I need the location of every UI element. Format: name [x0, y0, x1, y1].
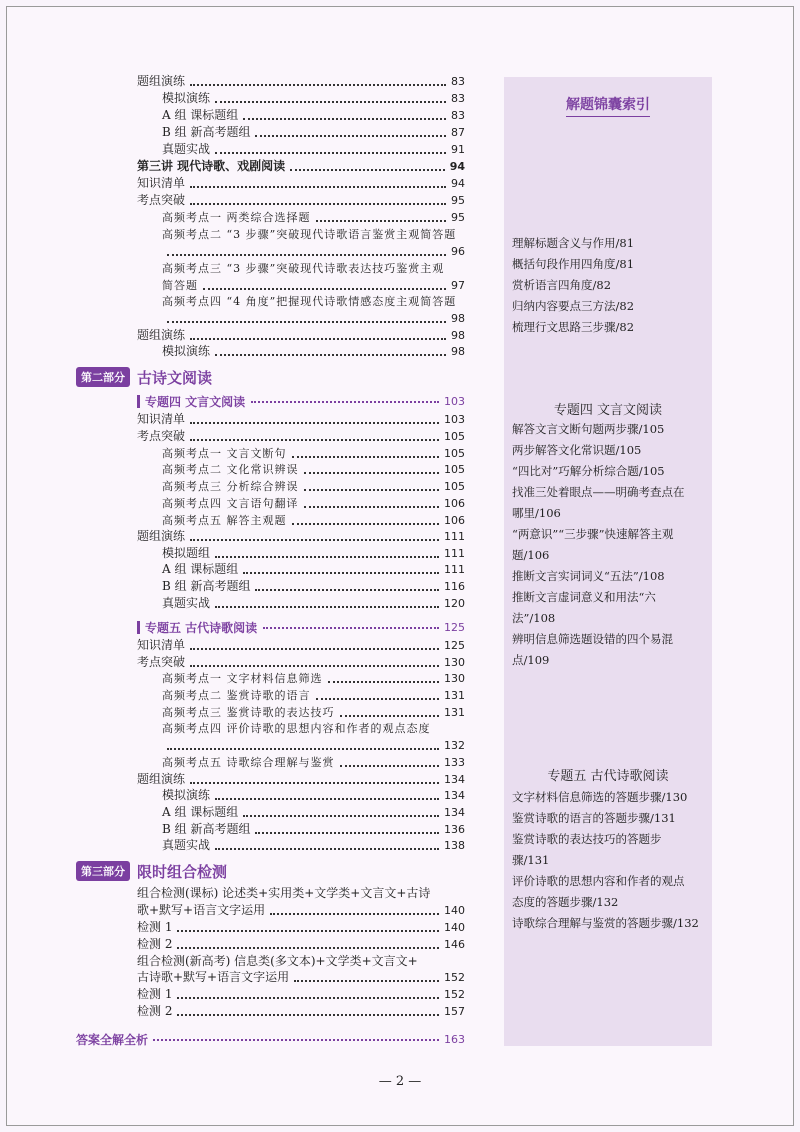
toc-entry-page: 111: [444, 547, 465, 560]
toc-entry[interactable]: [162, 141, 465, 158]
sidebar-item[interactable]: 文字材料信息筛选的答题步骤/130: [512, 790, 688, 804]
dot-leader: [304, 472, 440, 474]
toc-entry[interactable]: [162, 343, 465, 360]
toc-entry[interactable]: [137, 637, 465, 654]
toc-entry-title: 检测 1: [137, 920, 173, 934]
toc-entry[interactable]: [162, 124, 465, 141]
toc-entry[interactable]: [162, 754, 465, 771]
topic-page: 125: [444, 620, 465, 634]
toc-entry[interactable]: [162, 90, 465, 107]
dot-leader: [190, 439, 439, 441]
page-number: — 2 —: [378, 1074, 422, 1089]
toc-entry[interactable]: [162, 837, 465, 854]
dot-leader: [316, 698, 440, 700]
toc-entry-title: 知识清单: [137, 176, 186, 190]
toc-entry-title: 真题实战: [162, 838, 211, 852]
toc-entry[interactable]: [162, 804, 465, 821]
topic-title: 专题四 文言文阅读: [145, 394, 246, 409]
toc-entry-title: 高频考点一 文字材料信息筛选: [162, 672, 323, 685]
toc-entry[interactable]: [162, 704, 465, 721]
toc-entry-title: 组合检测(新高考) 信息类(多文本)+文学类+文言文+: [137, 954, 418, 968]
toc-entry-page: 91: [451, 143, 465, 156]
toc-entry-page: 106: [444, 514, 465, 527]
toc-entry-page: 152: [444, 971, 465, 984]
dot-leader: [190, 665, 439, 667]
dot-leader: [215, 848, 439, 850]
toc-entry-page: 105: [444, 480, 465, 493]
toc-entry[interactable]: [162, 293, 456, 310]
toc-entry[interactable]: [162, 578, 465, 595]
sidebar-item[interactable]: 态度的答题步骤/132: [512, 895, 619, 909]
toc-entry[interactable]: [162, 737, 465, 754]
toc-entry-title: 模拟演练: [162, 91, 211, 105]
toc-entry[interactable]: [137, 192, 465, 209]
part-badge: 第二部分: [76, 367, 130, 387]
dot-leader: [190, 782, 439, 784]
toc-entry-title: 考点突破: [137, 193, 186, 207]
toc-entry[interactable]: [137, 411, 465, 428]
dot-leader: [190, 203, 446, 205]
sidebar-item[interactable]: 点/109: [512, 653, 550, 667]
toc-entry[interactable]: [137, 1003, 465, 1020]
dot-leader: [304, 506, 440, 508]
toc-entry[interactable]: [162, 687, 465, 704]
toc-entry-page: 138: [444, 839, 465, 852]
toc-entry-title: 高频考点三 “3 步骤”突破现代诗歌表达技巧鉴赏主观: [162, 262, 445, 275]
toc-entry-page: 152: [444, 988, 465, 1001]
toc-entry[interactable]: [137, 902, 465, 919]
toc-entry[interactable]: [137, 986, 465, 1003]
toc-entry-page: 83: [451, 75, 465, 88]
dot-leader: [190, 422, 439, 424]
dot-leader: [251, 400, 439, 403]
sidebar-item[interactable]: 法”/108: [512, 611, 556, 625]
dot-leader: [177, 947, 439, 949]
toc-entry-title: 题组演练: [137, 328, 186, 342]
toc-entry[interactable]: [137, 654, 465, 671]
toc-entry-title: 知识清单: [137, 412, 186, 426]
toc-entry-title: 高频考点二 文化常识辨误: [162, 463, 299, 476]
toc-entry-title: 检测 2: [137, 937, 173, 951]
toc-entry-page: 96: [451, 245, 465, 258]
toc-entry-title: 模拟题组: [162, 546, 211, 560]
toc-entry-page: 105: [444, 447, 465, 460]
toc-entry-page: 131: [444, 706, 465, 719]
toc-entry-page: 105: [444, 463, 465, 476]
dot-leader: [190, 84, 446, 86]
toc-entry[interactable]: [162, 670, 465, 687]
sidebar-item[interactable]: 推断文言实词词义“五法”/108: [512, 569, 665, 583]
toc-entry[interactable]: [162, 209, 465, 226]
dot-leader: [255, 832, 439, 834]
sidebar-section-heading: 专题四 文言文阅读: [553, 403, 663, 418]
toc-entry[interactable]: [162, 595, 465, 612]
toc-entry-title: 检测 2: [137, 1004, 173, 1018]
toc-entry-page: 140: [444, 921, 465, 934]
dot-leader: [215, 556, 439, 558]
toc-entry[interactable]: [162, 226, 456, 243]
toc-entry-page: 95: [451, 211, 465, 224]
toc-entry-page: 111: [444, 563, 465, 576]
toc-entry-page: 83: [451, 92, 465, 105]
toc-entry-page: 133: [444, 756, 465, 769]
toc-entry[interactable]: [162, 260, 444, 277]
toc-entry[interactable]: [137, 919, 465, 936]
toc-entry-title: A 组 课标题组: [162, 562, 239, 576]
dot-leader: [316, 220, 447, 222]
dot-leader: [304, 489, 440, 491]
toc-entry[interactable]: [137, 327, 465, 344]
toc-entry[interactable]: [137, 953, 418, 970]
answers-entry[interactable]: [76, 1030, 465, 1048]
toc-entry[interactable]: [137, 771, 465, 788]
dot-leader: [292, 523, 440, 525]
sidebar-item[interactable]: 辨明信息筛选题设错的四个易混: [512, 632, 673, 646]
sidebar-item[interactable]: 概括句段作用四角度/81: [512, 257, 635, 271]
part-heading[interactable]: [76, 366, 212, 388]
dot-leader: [215, 798, 439, 800]
toc-entry[interactable]: [162, 243, 465, 260]
toc-entry[interactable]: [137, 175, 465, 192]
toc-entry-page: 130: [444, 656, 465, 669]
toc-entry-title: 高频考点三 分析综合辨误: [162, 480, 299, 493]
dot-leader: [215, 606, 439, 608]
topic-heading[interactable]: [137, 618, 465, 636]
dot-leader: [203, 288, 446, 290]
dot-leader: [167, 321, 446, 323]
sidebar-item[interactable]: 推断文言虚词意义和用法“六: [512, 590, 656, 604]
toc-entry[interactable]: [137, 969, 465, 986]
toc-entry[interactable]: [137, 936, 465, 953]
sidebar-item[interactable]: 两步解答文化常识题/105: [512, 443, 642, 457]
sidebar-item[interactable]: 归纳内容要点三方法/82: [512, 299, 635, 313]
toc-entry-page: 94: [451, 177, 465, 190]
toc-entry-page: 106: [444, 497, 465, 510]
sidebar-title-wrap: [504, 94, 712, 114]
sidebar-item[interactable]: 哪里/106: [512, 506, 561, 520]
toc-entry-title: 组合检测(课标) 论述类+实用类+文学类+文言文+古诗: [137, 886, 431, 900]
toc-entry-title: 歌+默写+语言文字运用: [137, 903, 266, 917]
dot-leader: [177, 930, 439, 932]
toc-entry-title: B 组 新高考题组: [162, 579, 251, 593]
toc-entry-page: 98: [451, 312, 465, 325]
answers-title: 答案全解全析: [76, 1032, 149, 1047]
dot-leader: [215, 152, 446, 154]
toc-entry[interactable]: [137, 73, 465, 90]
toc-entry[interactable]: [162, 461, 465, 478]
toc-entry-page: 120: [444, 597, 465, 610]
toc-entry[interactable]: [162, 107, 465, 124]
toc-entry-title: 高频考点二 鉴赏诗歌的语言: [162, 689, 311, 702]
part-title: 古诗文阅读: [137, 368, 213, 387]
sidebar-item[interactable]: 梳理行文思路三步骤/82: [512, 320, 635, 334]
toc-entry-page: 98: [451, 345, 465, 358]
sidebar-item[interactable]: 题/106: [512, 548, 550, 562]
toc-entry-page: 87: [451, 126, 465, 139]
toc-entry-page: 130: [444, 672, 465, 685]
toc-entry-title: 高频考点四 文言语句翻译: [162, 497, 299, 510]
toc-entry-title: 第三讲 现代诗歌、戏剧阅读: [137, 159, 286, 173]
toc-entry[interactable]: [162, 310, 465, 327]
toc-entry-page: 95: [451, 194, 465, 207]
toc-entry-title: A 组 课标题组: [162, 805, 239, 819]
part-heading[interactable]: [76, 860, 227, 882]
toc-entry[interactable]: [137, 428, 465, 445]
topic-marker: [137, 621, 140, 634]
dot-leader: [340, 715, 440, 717]
toc-entry-title: 题组演练: [137, 772, 186, 786]
part-badge: 第三部分: [76, 861, 130, 881]
sidebar-item[interactable]: 解答文言文断句题两步骤/105: [512, 422, 665, 436]
toc-entry-page: 134: [444, 789, 465, 802]
dot-leader: [255, 589, 439, 591]
toc-entry-title: 考点突破: [137, 655, 186, 669]
topic-title: 专题五 古代诗歌阅读: [145, 620, 258, 635]
toc-entry[interactable]: [137, 885, 430, 902]
dot-leader: [190, 648, 439, 650]
toc-entry-title: 检测 1: [137, 987, 173, 1001]
sidebar-item[interactable]: 找准三处着眼点——明确考查点在: [512, 485, 685, 499]
toc-entry-title: 高频考点二 “3 步骤”突破现代诗歌语言鉴赏主观简答题: [162, 228, 457, 241]
toc-entry[interactable]: [162, 561, 465, 578]
toc-entry-title: 高频考点三 鉴赏诗歌的表达技巧: [162, 706, 335, 719]
toc-entry-title: 简答题: [162, 279, 198, 292]
toc-entry-page: 105: [444, 430, 465, 443]
toc-entry-page: 111: [444, 530, 465, 543]
toc-entry-title: 题组演练: [137, 529, 186, 543]
dot-leader: [177, 1014, 439, 1016]
dot-leader: [243, 572, 439, 574]
toc-entry[interactable]: [162, 787, 465, 804]
toc-entry-title: 高频考点五 解答主观题: [162, 514, 287, 527]
sidebar-section-heading: 专题五 古代诗歌阅读: [547, 769, 669, 784]
toc-entry[interactable]: [162, 495, 465, 512]
toc-entry-page: 103: [444, 413, 465, 426]
toc-entry-title: 模拟演练: [162, 344, 211, 358]
sidebar-title: 解题锦囊索引: [566, 97, 650, 117]
dot-leader: [243, 815, 439, 817]
sidebar-item[interactable]: 鉴赏诗歌的表达技巧的答题步: [512, 832, 662, 846]
toc-entry-title: 高频考点四 评价诗歌的思想内容和作者的观点态度: [162, 722, 431, 735]
toc-entry-page: 146: [444, 938, 465, 951]
dot-leader: [294, 980, 439, 982]
toc-entry-page: 140: [444, 904, 465, 917]
toc-entry-page: 125: [444, 639, 465, 652]
answers-page: 163: [444, 1032, 465, 1046]
topic-marker: [137, 395, 140, 408]
toc-entry[interactable]: [137, 158, 465, 175]
dot-leader: [167, 254, 446, 256]
sidebar-item[interactable]: “四比对”巧解分析综合题/105: [512, 464, 665, 478]
toc-entry-title: 高频考点一 文言文断句: [162, 447, 287, 460]
toc-entry[interactable]: [162, 445, 465, 462]
dot-leader: [177, 997, 439, 999]
toc-entry-page: 136: [444, 823, 465, 836]
sidebar-item[interactable]: 赏析语言四角度/82: [512, 278, 612, 292]
tips-index-sidebar: [504, 77, 712, 1046]
toc-entry-title: A 组 课标题组: [162, 108, 239, 122]
toc-entry-page: 134: [444, 806, 465, 819]
sidebar-item[interactable]: 骤/131: [512, 853, 550, 867]
dot-leader: [215, 101, 446, 103]
dot-leader: [215, 354, 446, 356]
dot-leader: [153, 1038, 439, 1041]
toc-entry-page: 134: [444, 773, 465, 786]
part-title: 限时组合检测: [137, 862, 228, 881]
dot-leader: [255, 135, 446, 137]
toc-entry-title: 高频考点五 诗歌综合理解与鉴赏: [162, 756, 335, 769]
dot-leader: [190, 338, 446, 340]
dot-leader: [243, 118, 446, 120]
toc-entry-title: 真题实战: [162, 596, 211, 610]
toc-entry-page: 94: [449, 160, 465, 173]
dot-leader: [270, 913, 439, 915]
sidebar-item[interactable]: 诗歌综合理解与鉴赏的答题步骤/132: [512, 916, 699, 930]
toc-entry-page: 83: [451, 109, 465, 122]
toc-entry[interactable]: [162, 821, 465, 838]
toc-entry-title: 古诗歌+默写+语言文字运用: [137, 970, 290, 984]
toc-entry-title: 考点突破: [137, 429, 186, 443]
dot-leader: [263, 626, 439, 629]
toc-entry-title: 模拟演练: [162, 788, 211, 802]
toc-entry[interactable]: [162, 277, 465, 294]
sidebar-item[interactable]: 评价诗歌的思想内容和作者的观点: [512, 874, 685, 888]
toc-entry-title: B 组 新高考题组: [162, 125, 251, 139]
dot-leader: [328, 681, 440, 683]
toc-entry-page: 157: [444, 1005, 465, 1018]
toc-entry-title: 高频考点一 两类综合选择题: [162, 211, 311, 224]
toc-entry[interactable]: [162, 720, 431, 737]
dot-leader: [167, 748, 439, 750]
toc-entry[interactable]: [162, 478, 465, 495]
toc-entry[interactable]: [162, 512, 465, 529]
toc-entry[interactable]: [162, 545, 465, 562]
toc-entry-title: 高频考点四 “4 角度”把握现代诗歌情感态度主观简答题: [162, 295, 457, 308]
sidebar-item[interactable]: 鉴赏诗歌的语言的答题步骤/131: [512, 811, 676, 825]
toc-entry-page: 116: [444, 580, 465, 593]
topic-heading[interactable]: [137, 392, 465, 410]
toc-entry[interactable]: [137, 528, 465, 545]
toc-entry-page: 132: [444, 739, 465, 752]
toc-entry-page: 131: [444, 689, 465, 702]
sidebar-item[interactable]: “两意识”“三步骤”快速解答主观: [512, 527, 674, 541]
toc-entry-title: B 组 新高考题组: [162, 822, 251, 836]
dot-leader: [340, 765, 440, 767]
dot-leader: [290, 169, 445, 171]
dot-leader: [190, 539, 439, 541]
dot-leader: [292, 456, 440, 458]
sidebar-item[interactable]: 理解标题含义与作用/81: [512, 236, 635, 250]
topic-page: 103: [444, 394, 465, 408]
toc-entry-title: 知识清单: [137, 638, 186, 652]
dot-leader: [190, 186, 446, 188]
toc-entry-page: 98: [451, 329, 465, 342]
toc-entry-title: 题组演练: [137, 74, 186, 88]
toc-entry-title: 真题实战: [162, 142, 211, 156]
toc-entry-page: 97: [451, 279, 465, 292]
